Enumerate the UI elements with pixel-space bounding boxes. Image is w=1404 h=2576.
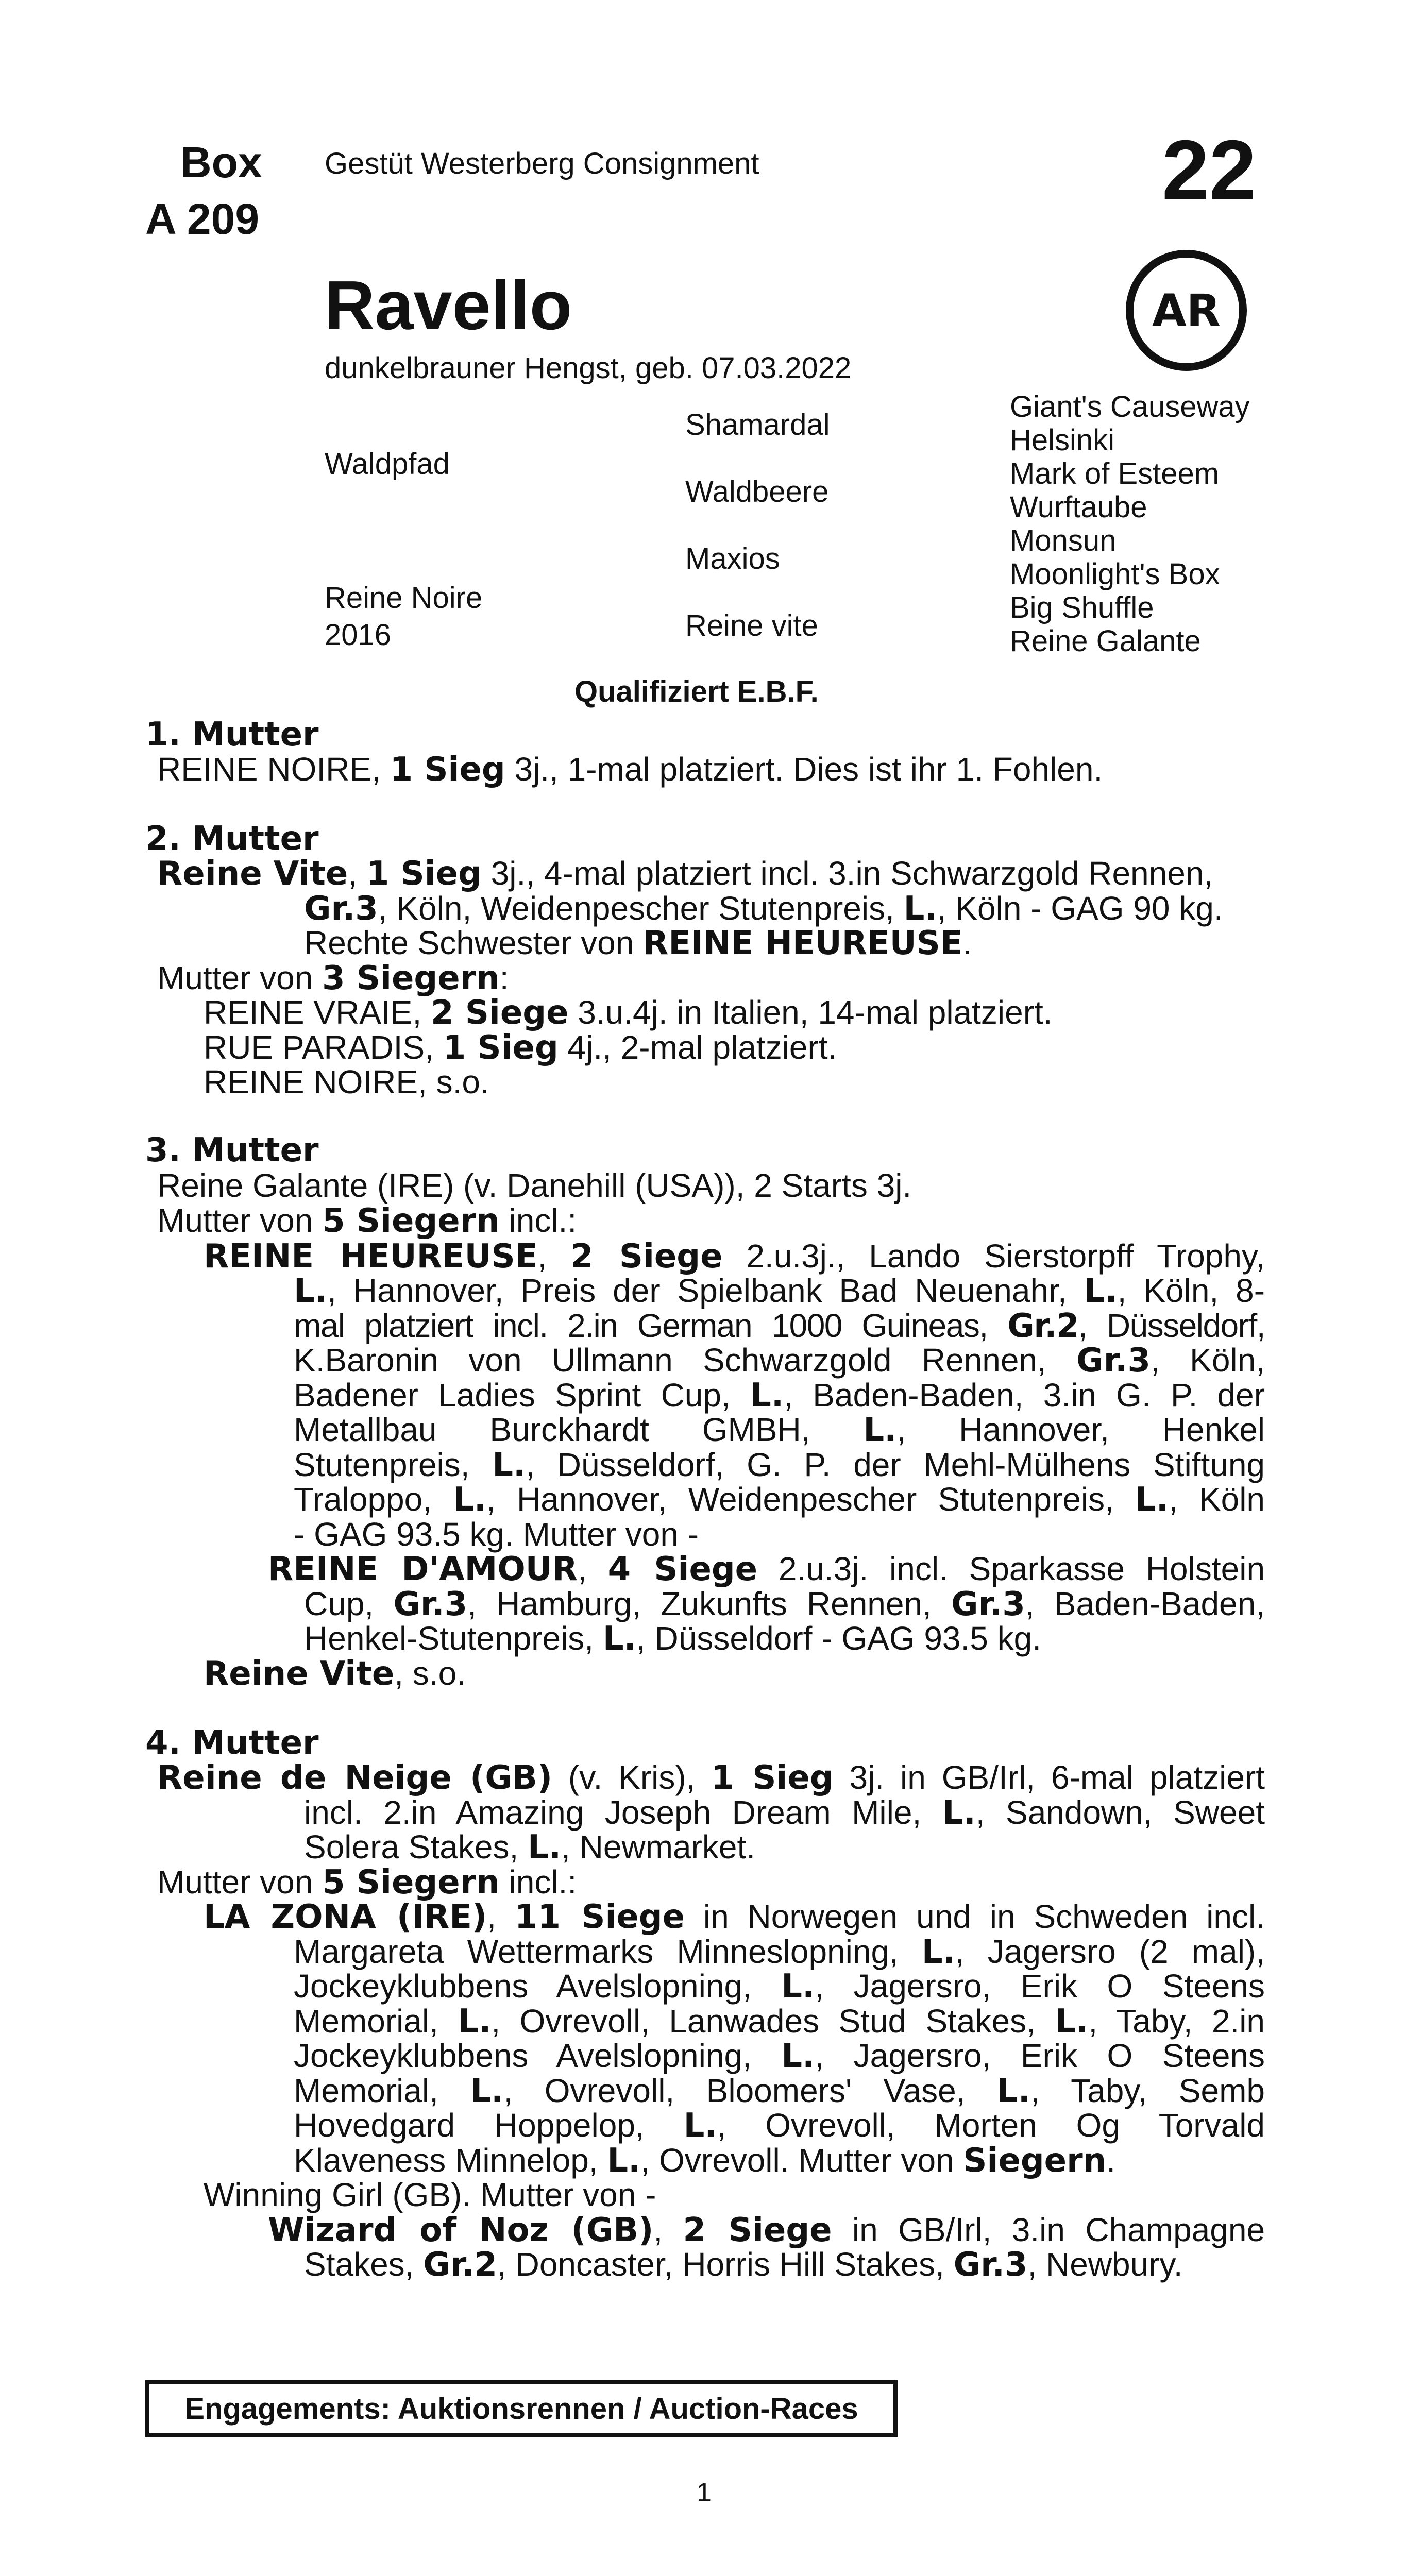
section-heading: 2. Mutter <box>145 820 319 858</box>
section-heading: 1. Mutter <box>145 716 319 754</box>
text-line: K.Baronin von Ullmann Schwarzgold Rennen, Gr.3, Köln, <box>294 1342 1265 1380</box>
pedigree-g3-item: Moonlight's Box <box>1010 557 1220 591</box>
text-line: REINE HEUREUSE, 2 Siege 2.u.3j., Lando Sierstorpff Trophy, <box>204 1238 1265 1276</box>
ar-badge-icon: AR <box>1126 250 1247 371</box>
text-line: REINE NOIRE, s.o. <box>204 1063 489 1100</box>
text-line: Solera Stakes, L., Newmarket. <box>304 1828 756 1867</box>
text-line: Metallbau Burckhardt GMBH, L., Hannover, Henkel <box>294 1411 1265 1449</box>
pedigree-g3-item: Reine Galante <box>1010 624 1201 658</box>
text-line: Hovedgard Hoppelop, L., Ovrevoll, Morten Og Torvald <box>294 2107 1265 2145</box>
text-line: Henkel-Stutenpreis, L., Düsseldorf - GAG 93.5 kg. <box>304 1620 1042 1658</box>
text-line: Wizard of Noz (GB), 2 Siege in GB/Irl, 3.in Champagne <box>268 2211 1265 2249</box>
pedigree-g3-item: Monsun <box>1010 524 1117 557</box>
pedigree-g2-item: Shamardal <box>685 408 830 442</box>
qualification-note: Qualifiziert E.B.F. <box>574 675 819 708</box>
text-line: Reine de Neige (GB) (v. Kris), 1 Sieg 3j. in GB/Irl, 6-mal platziert <box>157 1759 1265 1797</box>
text-line: Klaveness Minnelop, L., Ovrevoll. Mutter von Siegern. <box>294 2142 1115 2180</box>
box-label: Box <box>180 138 262 187</box>
pedigree-g3-item: Mark of Esteem <box>1010 457 1220 490</box>
pedigree-g2-item: Reine vite <box>685 609 818 642</box>
text-line: Rechte Schwester von REINE HEUREUSE. <box>304 924 972 962</box>
text-line: RUE PARADIS, 1 Sieg 4j., 2-mal platziert. <box>204 1029 837 1067</box>
text-line: incl. 2.in Amazing Joseph Dream Mile, L., Sandown, Sweet <box>304 1794 1265 1832</box>
text-line: LA ZONA (IRE), 11 Siege in Norwegen und in Schweden incl. <box>204 1898 1265 1936</box>
consignor: Gestüt Westerberg Consignment <box>325 147 759 180</box>
text-line: - GAG 93.5 kg. Mutter von - <box>294 1516 699 1553</box>
text-line: Cup, Gr.3, Hamburg, Zukunfts Rennen, Gr.3, Baden-Baden, <box>304 1585 1265 1623</box>
pedigree-g2-item: Waldbeere <box>685 475 829 509</box>
pedigree-g3-item: Wurftaube <box>1010 490 1147 524</box>
pedigree-sire: Waldpfad <box>325 447 450 481</box>
text-line: REINE VRAIE, 2 Siege 3.u.4j. in Italien, 14-mal platziert. <box>204 994 1053 1032</box>
text-line: Mutter von 3 Siegern: <box>157 959 509 997</box>
text-line: Stutenpreis, L., Düsseldorf, G. P. der Mehl-Mülhens Stiftung <box>294 1446 1265 1484</box>
horse-name: Ravello <box>325 266 572 344</box>
text-line: REINE D'AMOUR, 4 Siege 2.u.3j. incl. Sparkasse Holstein <box>268 1550 1265 1588</box>
text-line: Memorial, L., Ovrevoll, Lanwades Stud Stakes, L., Taby, 2.in <box>294 2003 1265 2041</box>
section-heading: 3. Mutter <box>145 1131 319 1170</box>
pedigree-g3-item: Giant's Causeway <box>1010 390 1250 423</box>
section-heading: 4. Mutter <box>145 1724 319 1762</box>
text-line: Jockeyklubbens Avelslopning, L., Jagersro, Erik O Steens <box>294 1968 1265 2006</box>
engagements-box: Engagements: Auktionsrennen / Auction-Races <box>145 2380 898 2437</box>
box-number: A 209 <box>145 195 260 243</box>
text-line: Mutter von 5 Siegern incl.: <box>157 1202 577 1240</box>
page-number: 1 <box>697 2478 712 2507</box>
text-line: Reine Galante (IRE) (v. Danehill (USA)), 2 Starts 3j. <box>157 1167 912 1204</box>
pedigree-g3-item: Big Shuffle <box>1010 591 1154 624</box>
pedigree-dam: Reine Noire <box>325 581 483 615</box>
pedigree-g2-item: Maxios <box>685 542 780 575</box>
text-line: Stakes, Gr.2, Doncaster, Horris Hill Stakes, Gr.3, Newbury. <box>304 2246 1183 2284</box>
horse-description: dunkelbrauner Hengst, geb. 07.03.2022 <box>325 351 852 385</box>
text-line: Traloppo, L., Hannover, Weidenpescher Stutenpreis, L., Köln <box>294 1481 1265 1519</box>
text-line: Margareta Wettermarks Minneslopning, L., Jagersro (2 mal), <box>294 1933 1265 1971</box>
text-line: L., Hannover, Preis der Spielbank Bad Neuenahr, L., Köln, 8- <box>294 1272 1265 1310</box>
dam-record: REINE NOIRE, 1 Sieg 3j., 1-mal platziert. Dies ist ihr 1. Fohlen. <box>157 751 1103 789</box>
pedigree-dam-year: 2016 <box>325 618 392 652</box>
lot-number: 22 <box>1162 123 1257 217</box>
text-line: Jockeyklubbens Avelslopning, L., Jagersro, Erik O Steens <box>294 2037 1265 2075</box>
text-line: mal platziert incl. 2.in German 1000 Guineas, Gr.2, Düsseldorf, <box>294 1307 1265 1345</box>
text-line: Reine Vite, 1 Sieg 3j., 4-mal platziert incl. 3.in Schwarzgold Rennen, <box>157 855 1213 893</box>
text-line: Reine Vite, s.o. <box>204 1655 466 1693</box>
pedigree-g3-item: Helsinki <box>1010 423 1115 457</box>
text-line: Mutter von 5 Siegern incl.: <box>157 1863 577 1902</box>
text-line: Memorial, L., Ovrevoll, Bloomers' Vase, L., Taby, Semb <box>294 2072 1265 2110</box>
text-line: Badener Ladies Sprint Cup, L., Baden-Baden, 3.in G. P. der <box>294 1377 1265 1415</box>
text-line: Winning Girl (GB). Mutter von - <box>204 2176 656 2213</box>
text-line: Gr.3, Köln, Weidenpescher Stutenpreis, L., Köln - GAG 90 kg. <box>304 890 1223 928</box>
